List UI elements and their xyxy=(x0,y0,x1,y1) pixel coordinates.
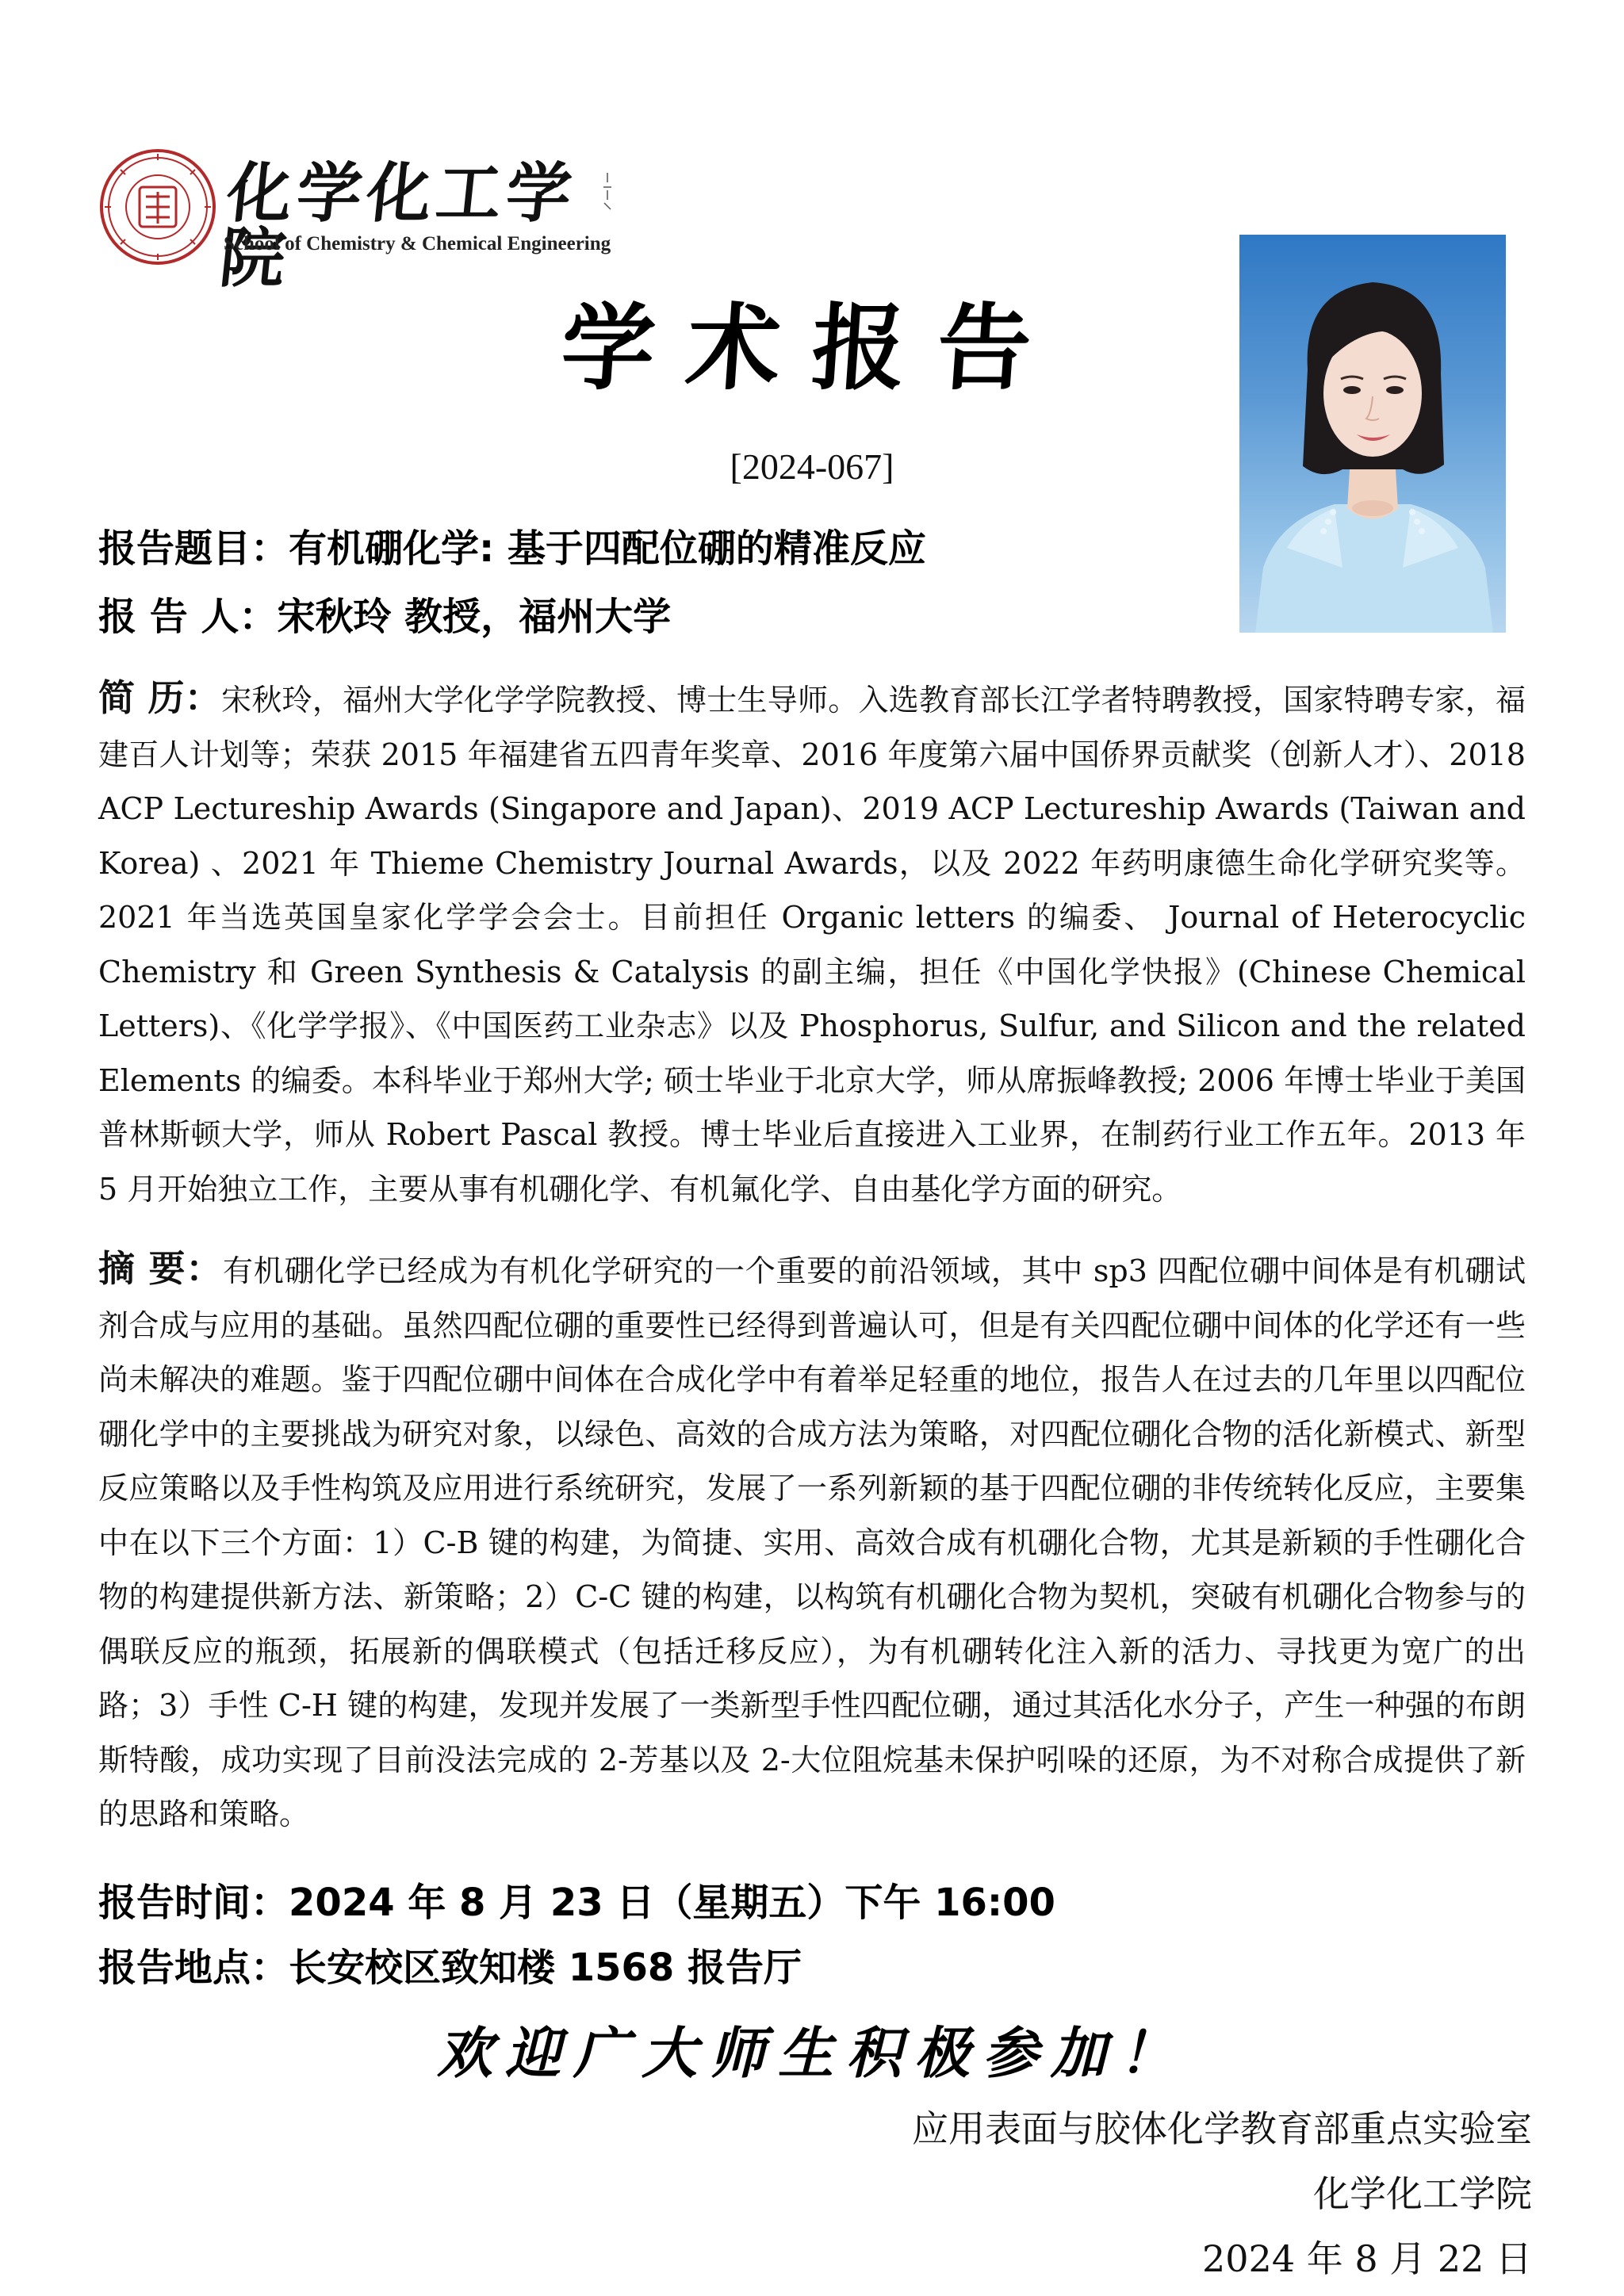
place-value: 长安校区致知楼 1568 报告厅 xyxy=(289,1946,802,1990)
page-title: 学术报告 xyxy=(557,293,1067,403)
school-name-en: School of Chemistry & Chemical Engineering xyxy=(224,233,611,254)
signature-school: 化学化工学院 xyxy=(1313,2172,1532,2215)
calligraphy-signature-mark xyxy=(596,171,614,211)
school-logo xyxy=(98,147,622,297)
place-label: 报告地点： xyxy=(98,1946,289,1990)
report-place xyxy=(98,1946,802,1990)
school-seal-icon xyxy=(98,147,217,266)
topic-value: 有机硼化学: 基于四配位硼的精准反应 xyxy=(289,526,926,571)
time-label: 报告时间： xyxy=(98,1881,289,1925)
report-abstract xyxy=(98,1242,1526,1842)
speaker-photo xyxy=(1239,235,1506,633)
topic-label: 报告题目： xyxy=(98,526,289,571)
speaker-label: 报 告 人： xyxy=(98,595,278,639)
report-topic xyxy=(98,526,926,571)
speaker-value: 宋秋玲 教授，福州大学 xyxy=(277,595,672,639)
report-time xyxy=(98,1881,1055,1925)
report-speaker xyxy=(98,595,672,639)
speaker-bio xyxy=(98,671,1526,1216)
bio-label: 简 历： xyxy=(98,676,222,719)
bio-text: 宋秋玲，福州大学化学学院教授、博士生导师。入选教育部长江学者特聘教授，国家特聘专家，福建百人计划等；荣获 2015 年福建省五四青年奖章、2016 年度第六届中国侨界贡献奖（创新人才）、2018 ACP Lectureship Awards (Singapore and Japan)、2019 ACP Lectureship Awards (Taiwan and Korea) 、2021 年 Thieme Chemistry Journal Awards，以及 2022 年药明康德生命化学研究奖等。2021 年当选英国皇家化学学会会士。目前担任 Organic letters 的编委、 Journal of Heterocyclic Chemistry 和 Green Synthesis & Catalysis 的副主编，担任《中国化学快报》(Chinese Chemical Letters)、《化学学报》、《中国医药工业杂志》以及 Phosphorus, Sulfur, and Silicon and the related Elements 的编委。本科毕业于郑州大学; 硕士毕业于北京大学，师从席振峰教授; 2006 年博士毕业于美国普林斯顿大学，师从 Robert Pascal 教授。博士毕业后直接进入工业界，在制药行业工作五年。2013 年 5 月开始独立工作，主要从事有机硼化学、有机氟化学、自由基化学方面的研究。 xyxy=(98,683,1526,1207)
abstract-label: 摘 要： xyxy=(98,1247,224,1290)
signature-date: 2024 年 8 月 22 日 xyxy=(1202,2237,1532,2280)
welcome-message: 欢迎广大师生积极参加！ xyxy=(437,2021,1187,2086)
signature-lab: 应用表面与胶体化学教育部重点实验室 xyxy=(912,2107,1532,2150)
report-code: [2024-067] xyxy=(730,446,894,487)
school-name-cn: 化学化工学院 xyxy=(216,156,580,297)
abstract-text: 有机硼化学已经成为有机化学研究的一个重要的前沿领域，其中 sp3 四配位硼中间体是有机硼试剂合成与应用的基础。虽然四配位硼的重要性已经得到普遍认可，但是有关四配位硼中间体的化学还有一些尚未解决的难题。鉴于四配位硼中间体在合成化学中有着举足轻重的地位，报告人在过去的几年里以四配位硼化学中的主要挑战为研究对象，以绿色、高效的合成方法为策略，对四配位硼化合物的活化新模式、新型反应策略以及手性构筑及应用进行系统研究，发展了一系列新颖的基于四配位硼的非传统转化反应，主要集中在以下三个方面：1）C-B 键的构建，为简捷、实用、高效合成有机硼化合物，尤其是新颖的手性硼化合物的构建提供新方法、新策略；2）C-C 键的构建，以构筑有机硼化合物为契机，突破有机硼化合物参与的偶联反应的瓶颈，拓展新的偶联模式（包括迁移反应），为有机硼转化注入新的活力、寻找更为宽广的出路；3）手性 C-H 键的构建，发现并发展了一类新型手性四配位硼，通过其活化水分子，产生一种强的布朗斯特酸，成功实现了目前没法完成的 2-芳基以及 2-大位阻烷基未保护吲哚的还原，为不对称合成提供了新的思路和策略。 xyxy=(98,1253,1526,1831)
time-value: 2024 年 8 月 23 日（星期五）下午 16:00 xyxy=(289,1881,1055,1925)
